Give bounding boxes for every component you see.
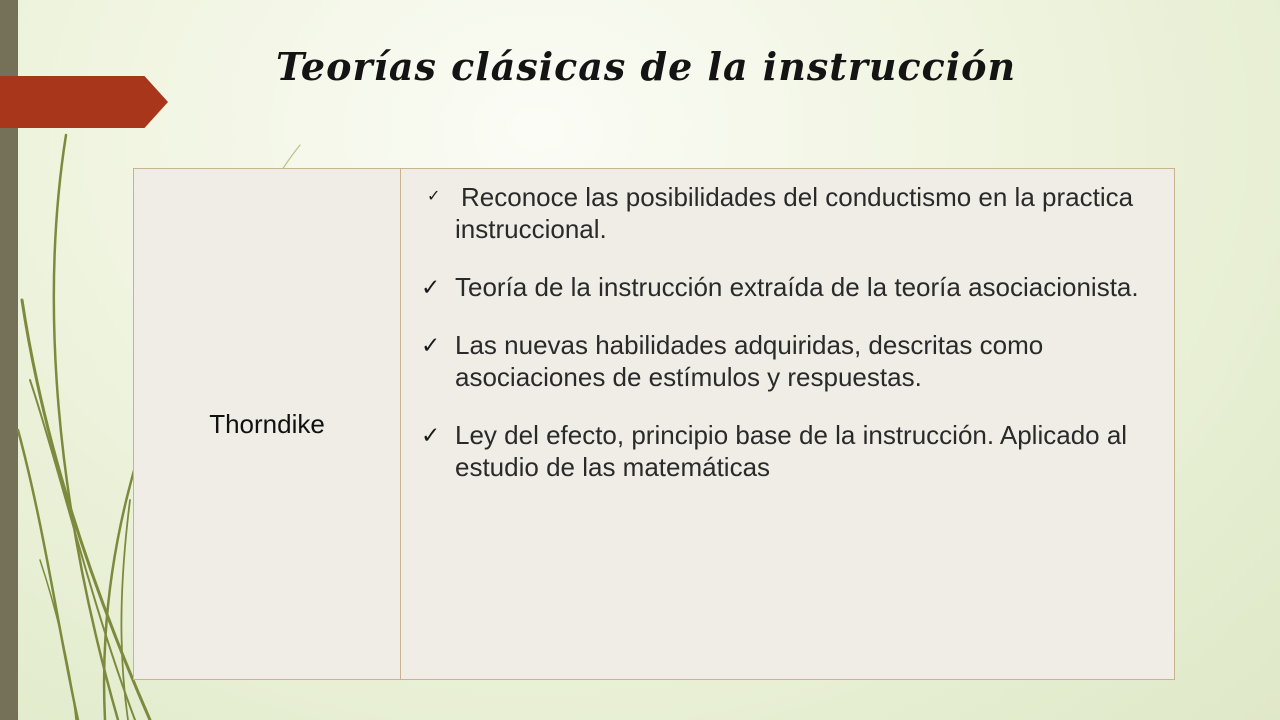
description-cell	[401, 169, 1174, 679]
check-icon: ✓	[421, 274, 441, 300]
bullet-text: Ley del efecto, principio base de la instrucción. Aplicado al estudio de las matemáticas	[455, 420, 1128, 482]
author-name: Thorndike	[209, 408, 325, 439]
slide-title: Teorías clásicas de la instrucción	[276, 44, 1017, 89]
check-icon: ✓	[427, 188, 441, 205]
check-icon: ✓	[421, 422, 441, 448]
bullet-item	[419, 271, 1160, 303]
author-cell	[134, 169, 401, 679]
bullet-item	[419, 419, 1160, 483]
bullet-text: Teoría de la instrucción extraída de la teoría asociacionista.	[455, 272, 1139, 302]
bullet-list	[419, 181, 1160, 483]
theory-table	[133, 168, 1175, 680]
bullet-item	[419, 181, 1160, 245]
bullet-text: Las nuevas habilidades adquiridas, descritas como asociaciones de estímulos y respuestas.	[455, 330, 1044, 392]
title-arrow-tab	[0, 76, 168, 128]
bullet-item	[419, 329, 1160, 393]
bullet-text: Reconoce las posibilidades del conductismo en la practica instruccional.	[455, 182, 1134, 244]
check-icon: ✓	[421, 332, 441, 358]
